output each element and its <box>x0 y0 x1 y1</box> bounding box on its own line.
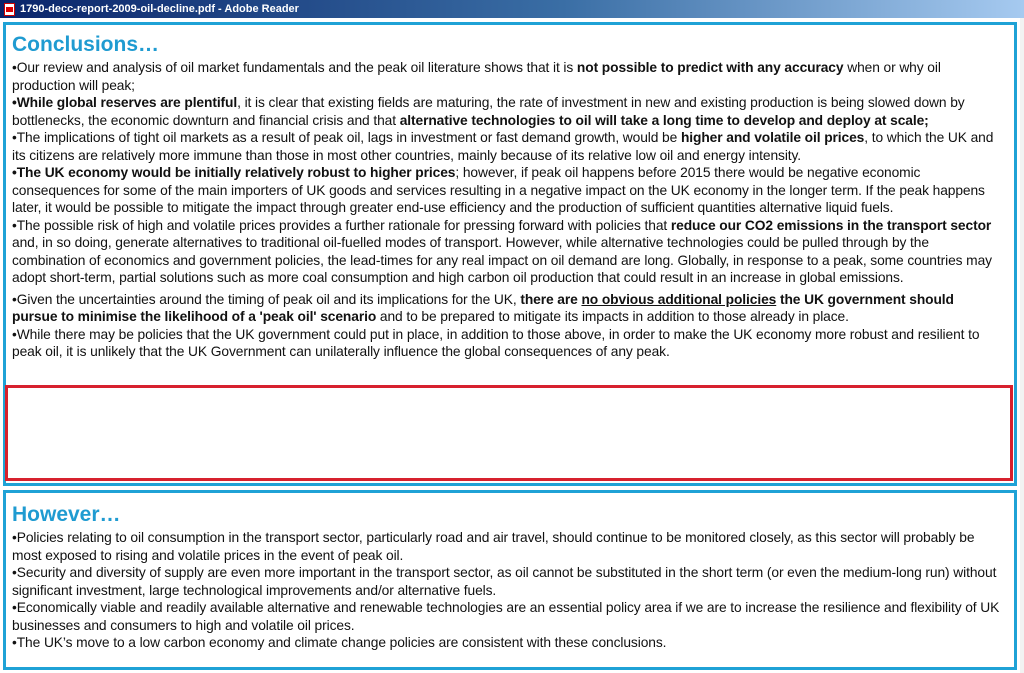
however-item-2: •Security and diversity of supply are even more important in the transport sector, as oil cannot be substituted in the short term (or even the medium-long run) without significant investment, large technological improvements and/or alternative fuels. <box>12 565 997 598</box>
text-run: and to be prepared to mitigate its impacts in addition to those already in place. <box>376 309 849 324</box>
text-run: when or why oil production will peak; <box>12 60 941 93</box>
text-run: , to which the UK and its citizens are relatively more immune than those in most other countries, mainly because of its relative low oil and energy intensity. <box>12 130 994 163</box>
bold-run: higher and volatile oil prices <box>680 130 865 145</box>
conclusions-panel <box>3 22 1017 486</box>
text-run: •The implications of tight oil markets as a result of peak oil, lags in investment or fast demand growth, would be <box>12 130 681 145</box>
bold-run: not possible to predict with any accuracy <box>576 60 844 75</box>
text-run: , it is clear that existing fields are maturing, the rate of investment in new and existing production is being slowed down by bottlenecks, the economic downturn and financial crisis and that <box>12 95 965 128</box>
text-run: •Given the uncertainties around the timing of peak oil and its implications for the UK, <box>12 291 521 307</box>
bold-run: alternative technologies to oil will take a long time to develop and deploy at scale; <box>399 112 929 128</box>
bold-run: •The UK economy would be initially relatively robust to higher prices <box>12 165 456 180</box>
conclusion-item-3 <box>12 129 1002 164</box>
however-item-1: •Policies relating to oil consumption in the transport sector, particularly road and air travel, should continue to be monitored closely, as this sector will probably be most exposed to rising and volatile prices in the event of peak oil. <box>12 530 975 563</box>
conclusions-body <box>12 59 1002 361</box>
however-item-4: •The UK’s move to a low carbon economy and climate change policies are consistent with these conclusions. <box>12 635 667 650</box>
conclusion-item-7 <box>12 326 1002 361</box>
bold-run: the UK government should pursue to minimise the likelihood of a 'peak oil' scenario <box>12 291 954 324</box>
underlined-bold-run: no obvious additional policies <box>581 291 777 307</box>
however-body <box>12 529 1002 652</box>
conclusion-item-1 <box>12 59 1002 94</box>
text-run: and, in so doing, generate alternatives to traditional oil-fuelled modes of transport. However, while alternative technologies could be pulled through by the combination of economics and government policies, the lead-times for any real impact on oil demand are long. Globally, in response to a peak, some countries may adopt short-term, partial solutions such as more coal consumption and high carbon oil production that could result in an increase in global emissions. <box>12 235 992 285</box>
pdf-file-icon <box>4 3 15 16</box>
bold-run: there are <box>520 291 582 307</box>
conclusion-item-6 <box>12 291 1002 326</box>
text-run: •While there may be policies that the UK government could put in place, in addition to those above, in order to make the UK economy more robust and resilient to peak oil, it is unlikely that the UK Government can unilaterally influence the global consequences of any peak. <box>12 326 980 359</box>
conclusions-heading: Conclusions… <box>12 33 160 56</box>
window-title: 1790-decc-report-2009-oil-decline.pdf - Adobe Reader <box>20 3 299 15</box>
however-item-3: •Economically viable and readily available alternative and renewable technologies are an essential policy area if we are to increase the resilience and flexibility of UK businesses and consumers to high and volatile oil prices. <box>12 600 1000 633</box>
conclusion-item-5 <box>12 217 1002 287</box>
conclusion-item-4 <box>12 164 1002 217</box>
text-run: •Our review and analysis of oil market fundamentals and the peak oil literature shows that it is <box>12 60 577 75</box>
highlight-annotation <box>5 385 1013 481</box>
bold-run: reduce our CO2 emissions in the transport sector <box>670 217 992 233</box>
however-panel <box>3 490 1017 670</box>
scrollbar-track[interactable] <box>1020 18 1024 673</box>
text-run: ; however, if peak oil happens before 2015 there would be negative economic consequences for some of the main importers of UK goods and services resulting in a negative impact on the UK economy in the longer term. If the peak happens later, it would be possible to mitigate the impact through greater end-use efficiency and the production of sufficient quantities alternative liquid fuels. <box>12 165 985 215</box>
window-titlebar[interactable] <box>0 0 1024 18</box>
text-run: •The possible risk of high and volatile prices provides a further rationale for pressing forward with policies that <box>12 217 671 233</box>
conclusion-item-2 <box>12 94 1002 129</box>
however-heading: However… <box>12 503 121 526</box>
bold-run: •While global reserves are plentiful <box>12 95 238 110</box>
